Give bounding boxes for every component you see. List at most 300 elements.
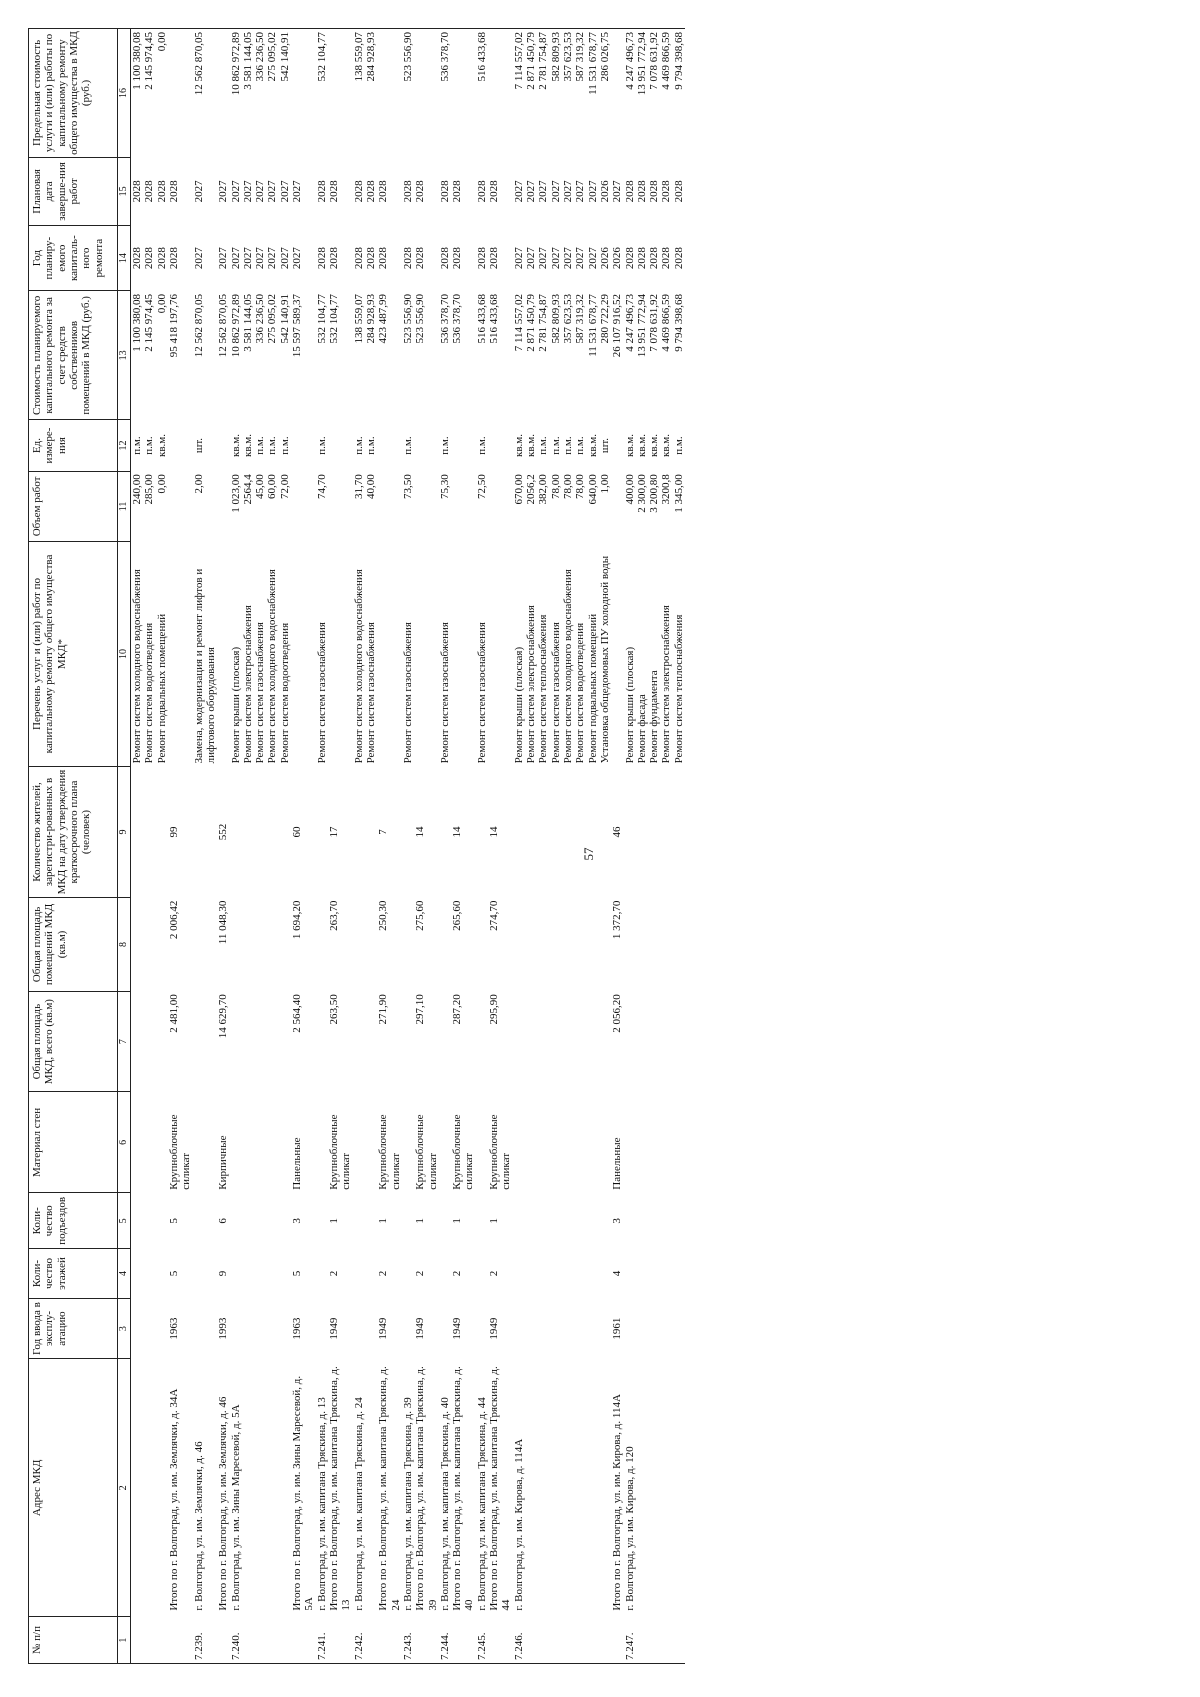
table-cell: 1949 (451, 1317, 464, 1340)
table-cell (143, 898, 155, 992)
table-cell (279, 1249, 291, 1298)
table-cell: п.м. (352, 436, 365, 455)
table-cell: 12 562 870,05 (193, 29, 218, 158)
table-cell: 295,90 (488, 994, 501, 1025)
table-cell (562, 1617, 574, 1664)
table-cell (254, 1249, 266, 1298)
table-cell (562, 991, 574, 1092)
table-cell (574, 1298, 586, 1359)
table-cell: 2 871 450,79 (525, 293, 537, 352)
table-cell (414, 471, 439, 541)
table-row (156, 29, 168, 1664)
table-cell: 552 (217, 823, 230, 841)
table-cell: Итого по г. Волгоград, ул. им. капитана Тряскина, д. 13 (328, 1366, 353, 1611)
table-cell: 357 623,53 (561, 293, 574, 344)
table-row (402, 29, 414, 1664)
table-cell (673, 991, 685, 1092)
table-cell (242, 1092, 254, 1193)
table-cell: 78,00 (549, 474, 562, 500)
table-cell (451, 420, 476, 472)
table-cell (328, 542, 353, 767)
table-cell (414, 542, 439, 767)
table-cell (266, 1617, 278, 1664)
table-cell (624, 1249, 636, 1298)
table-row (562, 29, 574, 1664)
column-number: 11 (118, 471, 131, 541)
table-cell (513, 991, 525, 1092)
table-cell (217, 420, 229, 472)
table-cell (611, 471, 623, 541)
table-cell: Панельные (291, 1137, 304, 1190)
rotated-document (28, 28, 1176, 1664)
table-cell: 2028 (660, 247, 673, 270)
table-cell: п.м. (574, 436, 587, 455)
table-cell (660, 1193, 672, 1249)
table-cell (230, 1193, 242, 1249)
table-cell: 2 300,00 (635, 474, 648, 513)
table-cell (476, 1249, 488, 1298)
table-cell (402, 991, 414, 1092)
table-cell (156, 1092, 168, 1193)
table-cell: 7.245. (476, 1617, 488, 1664)
table-cell: 2028 (352, 180, 365, 203)
table-cell (230, 1249, 242, 1298)
header-row (29, 29, 118, 1664)
table-cell: 516 433,68 (488, 293, 501, 344)
table-cell: 2028 (635, 247, 648, 270)
table-cell: 2 481,00 (167, 994, 180, 1033)
column-header: Коли-чество подъездов (29, 1193, 118, 1249)
table-cell (488, 29, 513, 158)
table-cell: 640,00 (586, 474, 599, 505)
table-cell: 99 (167, 826, 180, 838)
table-cell: 2028 (488, 247, 501, 270)
table-cell (266, 991, 278, 1092)
table-cell: 250,30 (377, 900, 390, 931)
table-row (636, 29, 648, 1664)
table-cell (587, 1193, 599, 1249)
table-cell: 1 (488, 1218, 501, 1224)
table-cell: 1993 (217, 1317, 230, 1340)
table-cell (599, 991, 611, 1092)
column-header: Общая площадь МКД, всего (кв.м) (29, 991, 118, 1092)
table-cell (624, 1092, 636, 1193)
table-cell (599, 1092, 611, 1193)
table-cell: 13 951 772,94 (635, 293, 648, 358)
table-cell: 284 928,93 (365, 29, 377, 158)
table-row (624, 29, 636, 1664)
table-cell (476, 1298, 488, 1359)
table-cell (660, 1617, 672, 1664)
table-cell: 2028 (131, 247, 143, 270)
table-cell: 14 (451, 826, 464, 838)
table-cell (439, 1193, 451, 1249)
table-cell: 2 (377, 1270, 390, 1277)
table-cell (587, 1092, 599, 1193)
table-cell: Ремонт систем холодного водоснабжения (352, 569, 365, 764)
table-cell (574, 1092, 586, 1193)
table-row (587, 29, 599, 1664)
table-cell (365, 991, 377, 1092)
table-cell: 2027 (537, 180, 550, 203)
table-cell (143, 766, 155, 897)
table-cell (156, 898, 168, 992)
table-cell (611, 29, 623, 158)
table-cell (365, 1298, 377, 1359)
table-cell (660, 898, 672, 992)
table-cell: 95 418 197,76 (167, 293, 180, 358)
table-cell (254, 898, 266, 992)
table-cell: 382,00 (537, 474, 550, 505)
table-cell (574, 898, 586, 992)
table-cell: 2027 (611, 180, 624, 203)
table-cell: 0,00 (155, 293, 168, 314)
table-row (377, 29, 402, 1664)
column-number: 9 (118, 766, 131, 897)
capital-repair-table (28, 28, 685, 1664)
table-cell (156, 1617, 168, 1664)
table-cell: 297,10 (414, 994, 427, 1025)
table-cell: шт. (598, 437, 611, 454)
table-cell (242, 1359, 254, 1617)
table-cell (648, 1193, 660, 1249)
table-cell: 2027 (586, 247, 599, 270)
table-cell (353, 1092, 365, 1193)
table-cell: 2027 (278, 247, 291, 270)
table-cell: 523 556,90 (401, 293, 414, 344)
table-cell (636, 1298, 648, 1359)
table-row (673, 29, 685, 1664)
table-cell (673, 766, 685, 897)
table-cell (168, 542, 193, 767)
table-cell: 74,70 (315, 474, 328, 500)
table-cell (291, 420, 316, 472)
table-cell: Ремонт систем водоотведения (278, 622, 291, 764)
table-cell: 2028 (155, 180, 168, 203)
table-cell: Ремонт систем электроснабжения (660, 605, 673, 764)
table-cell (365, 766, 377, 897)
table-cell: г. Волгоград, ул. им. капитана Тряскина, д. 24 (352, 1397, 365, 1611)
table-cell (242, 1249, 254, 1298)
table-cell: 9 794 398,68 (673, 29, 685, 158)
table-cell (291, 1617, 316, 1664)
table-cell (291, 29, 316, 158)
table-cell (377, 1617, 402, 1664)
table-cell: 532 104,77 (315, 293, 328, 344)
table-cell: 275 095,02 (266, 29, 278, 158)
table-cell: 2027 (291, 247, 304, 270)
table-cell (648, 898, 660, 992)
table-cell: п.м. (561, 436, 574, 455)
table-cell (131, 766, 144, 897)
table-cell: Ремонт систем газоснабжения (438, 622, 451, 764)
table-cell: 3 200,80 (648, 474, 661, 513)
table-cell (254, 1092, 266, 1193)
table-cell: 7 078 631,92 (648, 29, 660, 158)
table-cell: 2027 (574, 180, 587, 203)
table-cell: 336 236,50 (254, 29, 266, 158)
table-cell (574, 1359, 586, 1617)
table-cell: 7.247. (624, 1617, 636, 1664)
table-cell (525, 1193, 537, 1249)
table-row (230, 29, 242, 1664)
table-row (537, 29, 549, 1664)
table-cell: 2028 (635, 180, 648, 203)
table-cell: 336 236,50 (254, 293, 267, 344)
table-cell (513, 1092, 525, 1193)
column-number: 14 (118, 225, 131, 291)
table-cell: Итого по г. Волгоград, ул. им. капитана Тряскина, д. 24 (377, 1366, 402, 1611)
table-cell (143, 1092, 155, 1193)
table-cell (254, 1359, 266, 1617)
table-cell (537, 1359, 549, 1617)
table-cell: 532 104,77 (316, 29, 328, 158)
table-cell (648, 1249, 660, 1298)
table-cell (476, 766, 488, 897)
table-cell: 2027 (192, 247, 205, 270)
column-header: Стоимость планируемого капитального ремонта за счет средств собственников помещений в МКД (руб.) (29, 291, 118, 420)
table-cell: 2027 (229, 247, 242, 270)
table-row (599, 29, 611, 1664)
table-cell (279, 766, 291, 897)
table-cell (599, 1193, 611, 1249)
table-cell (525, 1298, 537, 1359)
table-cell: 2027 (291, 180, 304, 203)
table-cell: 17 (328, 826, 340, 838)
column-header: Объем работ (29, 471, 118, 541)
table-cell: 5 (167, 1270, 180, 1277)
table-cell (562, 1092, 574, 1193)
table-row (414, 29, 439, 1664)
column-number: 3 (118, 1298, 131, 1359)
table-cell (353, 1193, 365, 1249)
table-cell: 582 809,93 (549, 293, 562, 344)
table-cell: 5 (167, 1218, 180, 1224)
table-cell (476, 1092, 488, 1193)
table-cell: 2 (488, 1270, 501, 1277)
table-cell: 286 026,75 (599, 29, 611, 158)
table-cell (279, 898, 291, 992)
table-cell (488, 1617, 513, 1664)
table-cell (365, 1359, 377, 1617)
table-cell: Ремонт систем теплоснабжения (537, 614, 550, 764)
table-cell (254, 991, 266, 1092)
table-row (353, 29, 365, 1664)
table-cell: Ремонт подвальных помещений (586, 613, 599, 764)
table-cell: 2 564,40 (291, 994, 304, 1033)
table-cell (660, 1359, 672, 1617)
table-cell (451, 1617, 476, 1664)
table-cell: 2027 (512, 247, 525, 270)
table-cell (599, 898, 611, 992)
table-cell: 271,90 (377, 994, 390, 1025)
table-cell: 2027 (574, 247, 587, 270)
table-cell: кв.м. (241, 434, 254, 458)
table-cell (143, 1298, 155, 1359)
table-cell: г. Волгоград, ул. им. капитана Тряскина, д. 39 (401, 1397, 414, 1611)
table-row (254, 29, 266, 1664)
table-cell: 357 623,53 (562, 29, 574, 158)
table-cell (266, 1249, 278, 1298)
table-cell: 3 (611, 1218, 624, 1224)
table-cell: Итого по г. Волгоград, ул. им. капитана Тряскина, д. 40 (451, 1366, 476, 1611)
table-cell: 1 345,00 (672, 474, 685, 513)
table-row (525, 29, 537, 1664)
table-cell: Итого по г. Волгоград, ул. им. Землячки, д. 34А (167, 1388, 180, 1611)
column-number: 15 (118, 157, 131, 225)
table-cell: 11 531 678,77 (586, 293, 599, 357)
table-cell: 2027 (549, 247, 562, 270)
table-cell (365, 1193, 377, 1249)
column-header: Ед. измере-ния (29, 420, 118, 472)
table-cell (316, 1193, 328, 1249)
table-cell: Ремонт систем водоотведения (574, 622, 587, 764)
table-cell (660, 991, 672, 1092)
table-cell: 4 247 496,73 (624, 29, 636, 158)
table-cell (131, 898, 144, 992)
table-cell (525, 898, 537, 992)
table-cell (599, 1249, 611, 1298)
table-cell (414, 29, 439, 158)
column-number: 2 (118, 1359, 131, 1617)
table-cell: Крупноблочные силикат (377, 1114, 402, 1190)
table-cell (266, 898, 278, 992)
table-cell (316, 1298, 328, 1359)
table-cell: 2 056,20 (611, 994, 624, 1033)
table-cell: 9 (217, 1270, 230, 1277)
table-cell (624, 898, 636, 992)
table-cell: 7.243. (402, 1617, 414, 1664)
table-cell (488, 420, 513, 472)
table-cell (562, 1298, 574, 1359)
table-cell (230, 1298, 242, 1359)
table-row (193, 29, 218, 1664)
table-row (316, 29, 328, 1664)
table-cell: Крупноблочные силикат (328, 1114, 353, 1190)
table-cell: 40,00 (364, 474, 377, 500)
table-cell (587, 991, 599, 1092)
table-cell (242, 991, 254, 1092)
table-cell (648, 991, 660, 1092)
table-cell: 0,00 (156, 29, 168, 158)
table-cell: 0,00 (155, 474, 168, 494)
table-cell (242, 1193, 254, 1249)
table-cell: 60,00 (266, 474, 279, 500)
table-cell (599, 1617, 611, 1664)
table-cell (168, 471, 193, 541)
table-cell (279, 1617, 291, 1664)
table-cell: 2028 (328, 247, 340, 270)
table-cell (365, 1617, 377, 1664)
table-cell (673, 1298, 685, 1359)
table-cell: 287,20 (451, 994, 464, 1025)
table-cell (328, 29, 353, 158)
table-cell (439, 766, 451, 897)
table-cell (291, 471, 316, 541)
table-cell (587, 766, 599, 897)
table-cell: 2564,4 (241, 474, 254, 505)
table-cell (156, 1249, 168, 1298)
table-cell: 265,60 (451, 900, 464, 931)
table-cell: 240,00 (131, 474, 143, 505)
table-cell (254, 766, 266, 897)
table-cell (230, 898, 242, 992)
table-row (451, 29, 476, 1664)
table-cell (402, 1249, 414, 1298)
table-cell: 1 694,20 (291, 900, 304, 940)
table-cell (156, 1359, 168, 1617)
table-cell: 5 (291, 1270, 304, 1277)
table-cell: 2027 (537, 247, 550, 270)
table-cell: 2027 (549, 180, 562, 203)
table-cell (673, 1193, 685, 1249)
table-row (217, 29, 229, 1664)
table-cell: п.м. (131, 436, 143, 455)
table-row (143, 29, 155, 1664)
table-cell (242, 1617, 254, 1664)
table-cell (574, 766, 586, 897)
table-cell: 423 487,99 (377, 293, 390, 344)
table-cell (131, 991, 144, 1092)
table-cell: 2028 (660, 180, 673, 203)
table-cell: 7 078 631,92 (648, 293, 661, 352)
table-cell: 542 140,91 (279, 29, 291, 158)
table-cell: 3200,8 (660, 474, 673, 505)
table-cell (673, 898, 685, 992)
column-number: 16 (118, 29, 131, 158)
table-cell: 285,00 (143, 474, 156, 505)
table-cell: 536 378,70 (438, 293, 451, 344)
table-cell: г. Волгоград, ул. им. капитана Тряскина, д. 40 (438, 1397, 451, 1611)
table-cell: 2026 (611, 247, 624, 270)
table-cell: Ремонт фасада (635, 694, 648, 764)
table-cell: 2027 (254, 247, 267, 270)
table-cell (279, 991, 291, 1092)
table-cell: Ремонт систем электроснабжения (525, 605, 537, 764)
table-cell (328, 471, 353, 541)
table-cell: 536 378,70 (451, 293, 464, 344)
table-cell: г. Волгоград, ул. им. Кирова, д. 114А (512, 1438, 525, 1611)
column-number: 10 (118, 542, 131, 767)
table-cell (254, 1193, 266, 1249)
table-cell (636, 766, 648, 897)
table-cell: 7 (377, 829, 390, 835)
table-row (660, 29, 672, 1664)
table-cell (316, 1249, 328, 1298)
table-cell (599, 766, 611, 897)
table-cell: 2028 (143, 180, 156, 203)
table-cell: 2027 (525, 180, 537, 203)
table-cell (131, 1298, 144, 1359)
column-header: Год планиру-емого капиталь-ного ремонта (29, 225, 118, 291)
column-number: 8 (118, 898, 131, 992)
table-cell (402, 1193, 414, 1249)
table-cell: 14 (488, 826, 501, 838)
table-cell (328, 420, 353, 472)
table-cell (611, 542, 623, 767)
table-cell: 2028 (167, 180, 180, 203)
table-row (266, 29, 278, 1664)
table-cell (353, 1298, 365, 1359)
table-cell (131, 1359, 144, 1617)
table-cell (648, 1092, 660, 1193)
table-cell (525, 991, 537, 1092)
table-cell: 2 871 450,79 (525, 29, 537, 158)
table-cell (587, 1298, 599, 1359)
table-cell (230, 991, 242, 1092)
table-cell: 2028 (131, 180, 143, 203)
table-cell (328, 1617, 353, 1664)
